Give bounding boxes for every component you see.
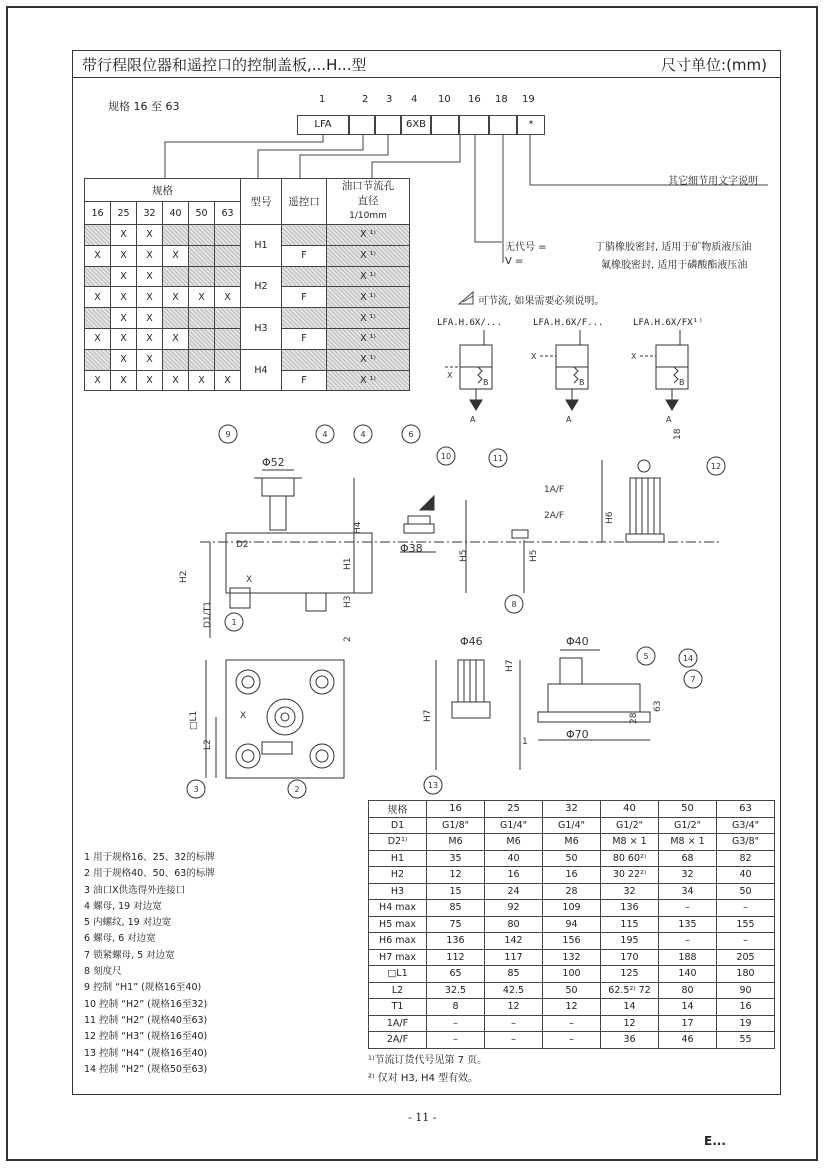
dimension-label: □L1 bbox=[189, 710, 199, 730]
spec-cell: – bbox=[485, 1015, 543, 1032]
size-header: 规格 bbox=[85, 179, 241, 202]
remote-cell: F bbox=[282, 287, 327, 308]
position-number: 19 bbox=[522, 94, 535, 105]
spec-cell: 195 bbox=[601, 933, 659, 950]
port-label: X bbox=[631, 352, 637, 361]
size-range-label: 规格 16 至 63 bbox=[108, 100, 180, 113]
spec-row bbox=[369, 949, 775, 966]
size-mark: X bbox=[163, 245, 189, 266]
position-number: 18 bbox=[495, 94, 508, 105]
dimension-label: H5 bbox=[529, 549, 539, 562]
orifice-header-line3: 1/10mm bbox=[349, 211, 387, 221]
spec-cell: – bbox=[427, 1032, 485, 1049]
spec-row-label: H7 max bbox=[369, 949, 427, 966]
spec-row-label: H4 max bbox=[369, 900, 427, 917]
spec-cell: 32.5 bbox=[427, 982, 485, 999]
position-number: 16 bbox=[468, 94, 481, 105]
dimension-label: H2 bbox=[179, 570, 189, 583]
dimension-label: Φ70 bbox=[566, 728, 589, 741]
orifice-header-line2: 直径 bbox=[357, 195, 379, 207]
callout-number: 13 bbox=[427, 781, 439, 790]
spec-cell: 170 bbox=[601, 949, 659, 966]
spec-row bbox=[369, 817, 775, 834]
size-mark: X bbox=[111, 245, 137, 266]
callout-number: 6 bbox=[408, 430, 414, 439]
spec-cell: 205 bbox=[717, 949, 775, 966]
size-column-header: 63 bbox=[215, 202, 241, 225]
size-mark: X bbox=[137, 245, 163, 266]
orifice-cell: X ¹⁾ bbox=[327, 370, 410, 391]
size-mark: X bbox=[137, 370, 163, 391]
dimension-label: H3 bbox=[343, 595, 353, 608]
callout-number: 2 bbox=[294, 785, 300, 794]
type-header: 型号 bbox=[241, 179, 282, 225]
legend-item: 1 用于规格16、25、32的标牌 bbox=[84, 852, 215, 863]
position-number: 4 bbox=[411, 94, 418, 105]
size-column-header: 16 bbox=[85, 202, 111, 225]
callout-number: 12 bbox=[710, 462, 722, 471]
spec-cell: 100 bbox=[543, 966, 601, 983]
spec-cell: 50 bbox=[543, 850, 601, 867]
spec-cell: 12 bbox=[601, 1015, 659, 1032]
size-mark: X bbox=[111, 266, 137, 287]
spec-cell: M8 × 1 bbox=[601, 834, 659, 851]
spec-cell: 28 bbox=[543, 883, 601, 900]
spec-cell: G3/4" bbox=[717, 817, 775, 834]
spec-cell: 85 bbox=[427, 900, 485, 917]
spec-cell: 188 bbox=[659, 949, 717, 966]
spec-row bbox=[369, 867, 775, 884]
type-cell: H3 bbox=[241, 308, 282, 350]
spec-row bbox=[369, 999, 775, 1016]
size-mark: X bbox=[111, 349, 137, 370]
spec-cell: 125 bbox=[601, 966, 659, 983]
spec-header-cell: 32 bbox=[543, 801, 601, 818]
legend-item: 9 控制 “H1” (规格16至40) bbox=[84, 982, 202, 994]
spec-row-label: H5 max bbox=[369, 916, 427, 933]
callout-number: 4 bbox=[322, 430, 328, 439]
spec-cell: 8 bbox=[427, 999, 485, 1016]
size-mark: X bbox=[111, 328, 137, 349]
orifice-cell: X ¹⁾ bbox=[327, 225, 410, 246]
size-mark: X bbox=[111, 287, 137, 308]
spec-header-cell: 规格 bbox=[369, 801, 427, 818]
spec-cell: 80 bbox=[485, 916, 543, 933]
spec-cell: G3/8" bbox=[717, 834, 775, 851]
spec-row-label: H6 max bbox=[369, 933, 427, 950]
callout-number: 1 bbox=[231, 618, 237, 627]
spec-cell: 80 60²⁾ bbox=[601, 850, 659, 867]
dimension-label: Φ38 bbox=[400, 542, 423, 555]
port-label: X bbox=[447, 371, 453, 380]
legend-item: 7 锁紧螺母, 5 对边宽 bbox=[84, 949, 175, 961]
size-column-header: 50 bbox=[189, 202, 215, 225]
dimension-label: 1A/F bbox=[544, 485, 565, 495]
spec-cell: 32 bbox=[659, 867, 717, 884]
spec-row-label: 2A/F bbox=[369, 1032, 427, 1049]
port-label: A bbox=[566, 415, 572, 424]
position-number: 10 bbox=[438, 94, 451, 105]
size-mark: X bbox=[163, 370, 189, 391]
spec-cell: 15 bbox=[427, 883, 485, 900]
legend-item: 11 控制 “H2” (规格40至63) bbox=[84, 1014, 208, 1026]
spec-row-label: H3 bbox=[369, 883, 427, 900]
spec-row bbox=[369, 883, 775, 900]
spec-cell: 30 22²⁾ bbox=[601, 867, 659, 884]
spec-cell: – bbox=[659, 933, 717, 950]
remote-cell: F bbox=[282, 245, 327, 266]
size-mark: X bbox=[85, 245, 111, 266]
type-cell: H4 bbox=[241, 349, 282, 391]
spec-header-cell: 40 bbox=[601, 801, 659, 818]
spec-cell: 35 bbox=[427, 850, 485, 867]
spec-cell: M8 × 1 bbox=[659, 834, 717, 851]
spec-cell: 90 bbox=[717, 982, 775, 999]
dimension-table bbox=[368, 800, 775, 1049]
size-column-header: 32 bbox=[137, 202, 163, 225]
footnote: ²⁾ 仅对 H3, H4 型有效。 bbox=[368, 1073, 479, 1084]
spec-row bbox=[369, 966, 775, 983]
size-mark: X bbox=[137, 266, 163, 287]
spec-cell: G1/2" bbox=[659, 817, 717, 834]
parts-legend bbox=[84, 850, 215, 1078]
spec-cell: 85 bbox=[485, 966, 543, 983]
spec-cell: 156 bbox=[543, 933, 601, 950]
code-cell: * bbox=[517, 115, 545, 135]
spec-cell: 36 bbox=[601, 1032, 659, 1049]
spec-cell: – bbox=[717, 900, 775, 917]
spec-cell: 16 bbox=[717, 999, 775, 1016]
spec-cell: 14 bbox=[659, 999, 717, 1016]
spec-cell: – bbox=[659, 900, 717, 917]
spec-row bbox=[369, 982, 775, 999]
size-mark: X bbox=[137, 328, 163, 349]
callout-number: 7 bbox=[690, 675, 696, 684]
dimension-label: 2 bbox=[343, 636, 353, 642]
seal-desc: 氟橡胶密封, 适用于磷酸酯液压油 bbox=[601, 260, 748, 271]
size-column-header: 40 bbox=[163, 202, 189, 225]
legend-item: 3 油口X供选得外连接口 bbox=[84, 884, 186, 896]
size-mark: X bbox=[111, 370, 137, 391]
brand-mark: E... bbox=[704, 1134, 726, 1148]
spec-cell: 80 bbox=[659, 982, 717, 999]
type-cell: H2 bbox=[241, 266, 282, 308]
dimension-label: H5 bbox=[459, 549, 469, 562]
dimension-label: H4 bbox=[353, 521, 363, 534]
spec-cell: 16 bbox=[485, 867, 543, 884]
orifice-cell: X ¹⁾ bbox=[327, 349, 410, 370]
spec-cell: 135 bbox=[659, 916, 717, 933]
size-mark: X bbox=[85, 370, 111, 391]
callout-number: 9 bbox=[225, 430, 231, 439]
spec-cell: 82 bbox=[717, 850, 775, 867]
spec-cell: 55 bbox=[717, 1032, 775, 1049]
spec-cell: 136 bbox=[601, 900, 659, 917]
spec-cell: G1/4" bbox=[543, 817, 601, 834]
spec-cell: 115 bbox=[601, 916, 659, 933]
dimension-label: Φ46 bbox=[460, 635, 483, 648]
position-number: 3 bbox=[386, 94, 393, 105]
type-cell: H1 bbox=[241, 225, 282, 267]
dimension-label: 1 bbox=[522, 737, 528, 747]
size-mark: X bbox=[85, 287, 111, 308]
size-mark: X bbox=[137, 287, 163, 308]
spec-row-label: H2 bbox=[369, 867, 427, 884]
spec-cell: 65 bbox=[427, 966, 485, 983]
spec-cell: 62.5²⁾ 72 bbox=[601, 982, 659, 999]
spec-cell: 24 bbox=[485, 883, 543, 900]
dimension-label: D1/T1 bbox=[203, 601, 213, 628]
spec-cell: 68 bbox=[659, 850, 717, 867]
size-mark: X bbox=[189, 370, 215, 391]
spec-row-label: D1 bbox=[369, 817, 427, 834]
spec-row-label: 1A/F bbox=[369, 1015, 427, 1032]
spec-cell: 42.5 bbox=[485, 982, 543, 999]
spec-row-label: D2¹⁾ bbox=[369, 834, 427, 851]
spec-cell: 50 bbox=[543, 982, 601, 999]
spec-cell: 40 bbox=[485, 850, 543, 867]
spec-header-cell: 25 bbox=[485, 801, 543, 818]
orifice-cell: X ¹⁾ bbox=[327, 287, 410, 308]
dimension-label: H7 bbox=[505, 659, 515, 672]
spec-cell: 136 bbox=[427, 933, 485, 950]
legend-item: 4 螺母, 19 对边宽 bbox=[84, 900, 162, 912]
spec-cell: – bbox=[543, 1032, 601, 1049]
dimension-label: 28 bbox=[629, 712, 639, 724]
spec-cell: 12 bbox=[427, 867, 485, 884]
symbol-label: LFA.H.6X/F... bbox=[533, 318, 604, 328]
size-mark: X bbox=[137, 349, 163, 370]
seal-desc: 丁腈橡胶密封, 适用于矿物质液压油 bbox=[595, 242, 752, 253]
spec-cell: 117 bbox=[485, 949, 543, 966]
spec-cell: 132 bbox=[543, 949, 601, 966]
remote-cell: F bbox=[282, 370, 327, 391]
seal-code: V = bbox=[505, 256, 524, 267]
dimension-label: D2 bbox=[236, 540, 249, 550]
legend-item: 8 刻度尺 bbox=[84, 966, 122, 978]
callout-number: 14 bbox=[682, 654, 694, 663]
spec-cell: 17 bbox=[659, 1015, 717, 1032]
dimension-label: Φ40 bbox=[566, 635, 589, 648]
symbol-label: LFA.H.6X/... bbox=[437, 318, 503, 328]
other-details-note: 其它细节用文字说明 bbox=[668, 176, 758, 187]
spec-cell: 155 bbox=[717, 916, 775, 933]
spec-cell: 92 bbox=[485, 900, 543, 917]
spec-cell: 12 bbox=[543, 999, 601, 1016]
spec-header-cell: 63 bbox=[717, 801, 775, 818]
spec-row bbox=[369, 1032, 775, 1049]
spec-cell: 32 bbox=[601, 883, 659, 900]
size-mark: X bbox=[111, 225, 137, 246]
legend-item: 5 内螺纹, 19 对边宽 bbox=[84, 917, 172, 929]
size-mark: X bbox=[189, 287, 215, 308]
dimension-label: 63 bbox=[653, 700, 663, 712]
orifice-cell: X ¹⁾ bbox=[327, 245, 410, 266]
callout-number: 5 bbox=[643, 652, 649, 661]
spec-cell: – bbox=[485, 1032, 543, 1049]
size-column-header: 25 bbox=[111, 202, 137, 225]
page-title: 带行程限位器和遥控口的控制盖板,...H...型 bbox=[82, 56, 367, 74]
footnote: ¹⁾节流订货代号见第 7 页。 bbox=[368, 1055, 488, 1066]
orifice-header-line1: 油口节流孔 bbox=[341, 180, 395, 192]
legend-item: 2 用于规格40、50、63的标牌 bbox=[84, 868, 215, 880]
spec-row bbox=[369, 834, 775, 851]
position-number: 1 bbox=[319, 94, 326, 105]
size-mark: X bbox=[215, 370, 241, 391]
dimension-label: H1 bbox=[343, 557, 353, 570]
orifice-cell: X ¹⁾ bbox=[327, 328, 410, 349]
symbol-label: LFA.H.6X/FX¹⁾ bbox=[633, 318, 704, 328]
spec-row-label: H1 bbox=[369, 850, 427, 867]
spec-cell: 16 bbox=[543, 867, 601, 884]
spec-cell: 50 bbox=[717, 883, 775, 900]
legend-item: 14 控制 “H2” (规格50至63) bbox=[84, 1063, 208, 1075]
spec-cell: G1/8" bbox=[427, 817, 485, 834]
spec-cell: M6 bbox=[427, 834, 485, 851]
size-mark: X bbox=[137, 308, 163, 329]
port-label: A bbox=[666, 415, 672, 424]
size-mark: X bbox=[111, 308, 137, 329]
port-label: B bbox=[679, 378, 685, 387]
callout-number: 3 bbox=[193, 785, 199, 794]
spec-cell: G1/2" bbox=[601, 817, 659, 834]
dimension-label: H7 bbox=[423, 709, 433, 722]
callout-number: 10 bbox=[440, 452, 452, 461]
legend-item: 10 控制 “H2” (规格16至32) bbox=[84, 998, 208, 1010]
size-mark: X bbox=[163, 328, 189, 349]
port-label: B bbox=[579, 378, 585, 387]
dimension-label: 2A/F bbox=[544, 511, 565, 521]
spec-cell: 75 bbox=[427, 916, 485, 933]
callout-number: 4 bbox=[360, 430, 366, 439]
orifice-cell: X ¹⁾ bbox=[327, 308, 410, 329]
spec-cell: 140 bbox=[659, 966, 717, 983]
spec-cell: 12 bbox=[485, 999, 543, 1016]
dimension-label: X bbox=[246, 575, 253, 585]
spec-row bbox=[369, 916, 775, 933]
spec-row bbox=[369, 900, 775, 917]
spec-cell: G1/4" bbox=[485, 817, 543, 834]
code-cell: 6XB bbox=[401, 115, 431, 135]
code-cell: LFA bbox=[297, 115, 349, 135]
spec-cell: 34 bbox=[659, 883, 717, 900]
spec-cell: 142 bbox=[485, 933, 543, 950]
spec-cell: 180 bbox=[717, 966, 775, 983]
dimension-label: H6 bbox=[605, 511, 615, 524]
legend-item: 13 控制 “H4” (规格16至40) bbox=[84, 1047, 208, 1059]
spec-cell: 46 bbox=[659, 1032, 717, 1049]
spec-cell: – bbox=[543, 1015, 601, 1032]
spec-row-label: T1 bbox=[369, 999, 427, 1016]
spec-cell: 94 bbox=[543, 916, 601, 933]
spec-cell: M6 bbox=[543, 834, 601, 851]
unit-label: 尺寸单位:(mm) bbox=[661, 56, 767, 74]
spec-row-label: □L1 bbox=[369, 966, 427, 983]
dimension-label: Φ52 bbox=[262, 456, 285, 469]
remote-cell: F bbox=[282, 328, 327, 349]
spec-header-cell: 50 bbox=[659, 801, 717, 818]
spec-row bbox=[369, 1015, 775, 1032]
spec-row bbox=[369, 933, 775, 950]
size-mark: X bbox=[215, 287, 241, 308]
spec-cell: M6 bbox=[485, 834, 543, 851]
size-mark: X bbox=[137, 225, 163, 246]
callout-number: 8 bbox=[511, 600, 517, 609]
dimension-label: L2 bbox=[203, 739, 213, 750]
spec-cell: 14 bbox=[601, 999, 659, 1016]
spec-cell: 19 bbox=[717, 1015, 775, 1032]
spec-cell: 109 bbox=[543, 900, 601, 917]
dimension-label: X bbox=[240, 711, 247, 721]
spec-cell: 40 bbox=[717, 867, 775, 884]
spec-cell: 112 bbox=[427, 949, 485, 966]
port-label: B bbox=[483, 378, 489, 387]
dimension-label: 18 bbox=[673, 428, 683, 440]
size-mark: X bbox=[163, 287, 189, 308]
legend-item: 6 螺母, 6 对边宽 bbox=[84, 933, 156, 945]
orifice-cell: X ¹⁾ bbox=[327, 266, 410, 287]
seal-code: 无代号 = bbox=[505, 242, 547, 253]
spec-cell: – bbox=[427, 1015, 485, 1032]
spec-row bbox=[369, 850, 775, 867]
port-label: A bbox=[470, 415, 476, 424]
spec-header-cell: 16 bbox=[427, 801, 485, 818]
position-number: 2 bbox=[362, 94, 369, 105]
throttle-note: 可节流, 如果需要必须说明。 bbox=[478, 296, 605, 307]
port-label: X bbox=[531, 352, 537, 361]
page-number: - 11 - bbox=[408, 1111, 437, 1124]
remote-header: 遥控口 bbox=[282, 179, 327, 225]
spec-row-label: L2 bbox=[369, 982, 427, 999]
callout-number: 11 bbox=[492, 454, 504, 463]
legend-item: 12 控制 “H3” (规格16至40) bbox=[84, 1031, 208, 1043]
spec-cell: – bbox=[717, 933, 775, 950]
size-mark: X bbox=[85, 328, 111, 349]
